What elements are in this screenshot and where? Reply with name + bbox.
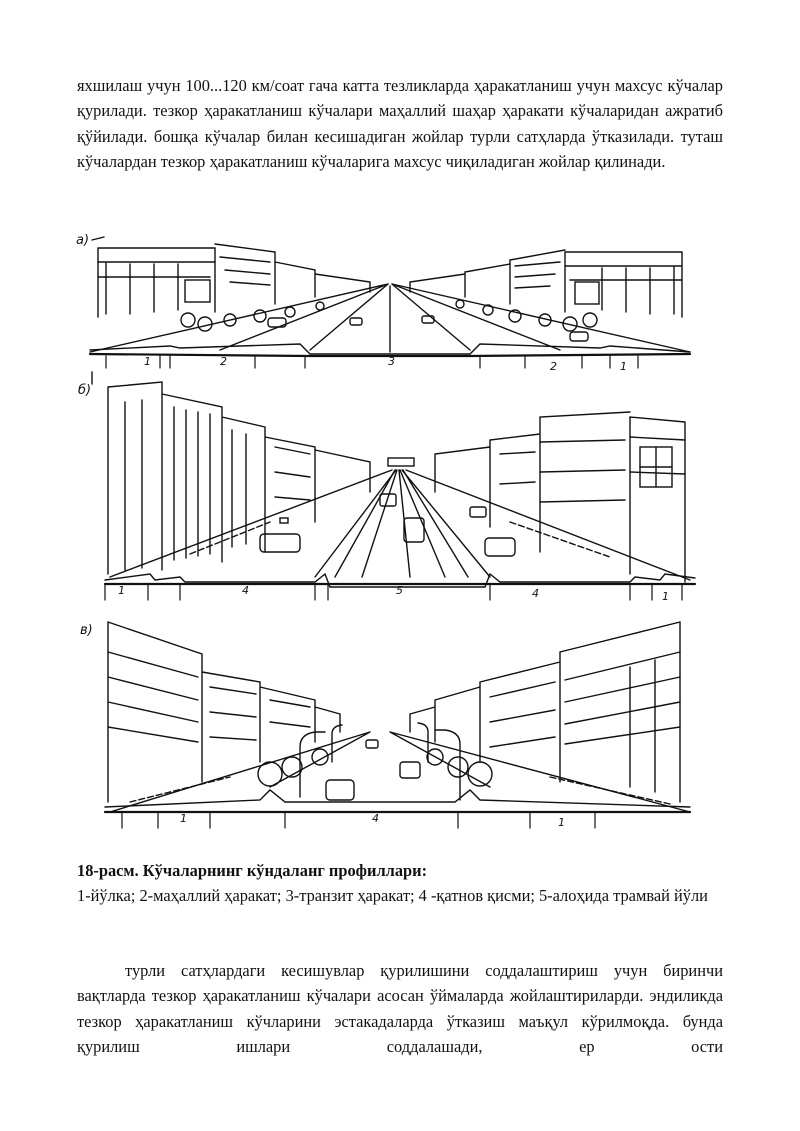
panel-b-label-1-right: 1 — [662, 590, 669, 603]
panel-a-label-1-right: 1 — [620, 360, 627, 373]
body-paragraph-bottom: турли сатҳлардаги кесишувлар қурилишини соддалаштириш учун биринчи вақтларда тезкор ҳаракатланиш кўчалари асосан ўймаларда жойлаштириларди. эндиликда тезкор ҳаракатланиш кўчларини эстакадаларда ўтказиш маъқул кўрилмоқда. бунда қурилиш ишлари соддалашади, ер ости — [77, 961, 723, 1057]
panel-a-label-1-left: 1 — [144, 355, 151, 368]
panel-a-label-2-right: 2 — [550, 360, 557, 373]
panel-b-letter: б) — [78, 383, 92, 398]
panel-b-label-4-left: 4 — [242, 584, 249, 597]
caption-title: 18-расм. Кўчаларнинг кўндаланг профиллари: — [77, 861, 428, 880]
caption-legend: 1-йўлка; 2-маҳаллий ҳаракат; 3-транзит ҳаракат; 4 -қатнов қисми; 5-алоҳида трамвай йўли — [77, 886, 708, 906]
panel-a-letter: а) — [76, 233, 90, 248]
panel-b-label-1-left: 1 — [118, 584, 125, 597]
panel-c-label-1-right: 1 — [558, 816, 565, 829]
panel-b-label-5: 5 — [396, 584, 403, 597]
panel-a-label-3: 3 — [388, 355, 395, 368]
panel-c-illustration — [80, 622, 690, 829]
panel-c-label-4: 4 — [372, 812, 379, 825]
body-paragraph-top: яхшилаш учун 100...120 км/соат гача катта тезликларда ҳаракатланиш учун махсус кўчалар қурилади. тезкор ҳаракатланиш кўчалари маҳаллий шаҳар ҳаракати кўчаларидан ажратиб қўйилади. бошқа кўчалар билан кесишадиган жойлар турли сатҳларда ўтказилади. туташ кўчалардан тезкор ҳаракатланиш кўчаларига махсус чиқиладиган жойлар қилинади. — [77, 76, 723, 172]
panel-b-label-4-right: 4 — [532, 587, 539, 600]
panel-c-letter: в) — [80, 623, 93, 638]
panel-a-label-2-left: 2 — [220, 355, 227, 368]
street-profiles-figure — [70, 222, 710, 832]
panel-c-label-1-left: 1 — [180, 812, 187, 825]
panel-b-illustration — [78, 372, 695, 603]
figure-caption — [77, 858, 723, 909]
panel-a-illustration — [76, 233, 690, 373]
